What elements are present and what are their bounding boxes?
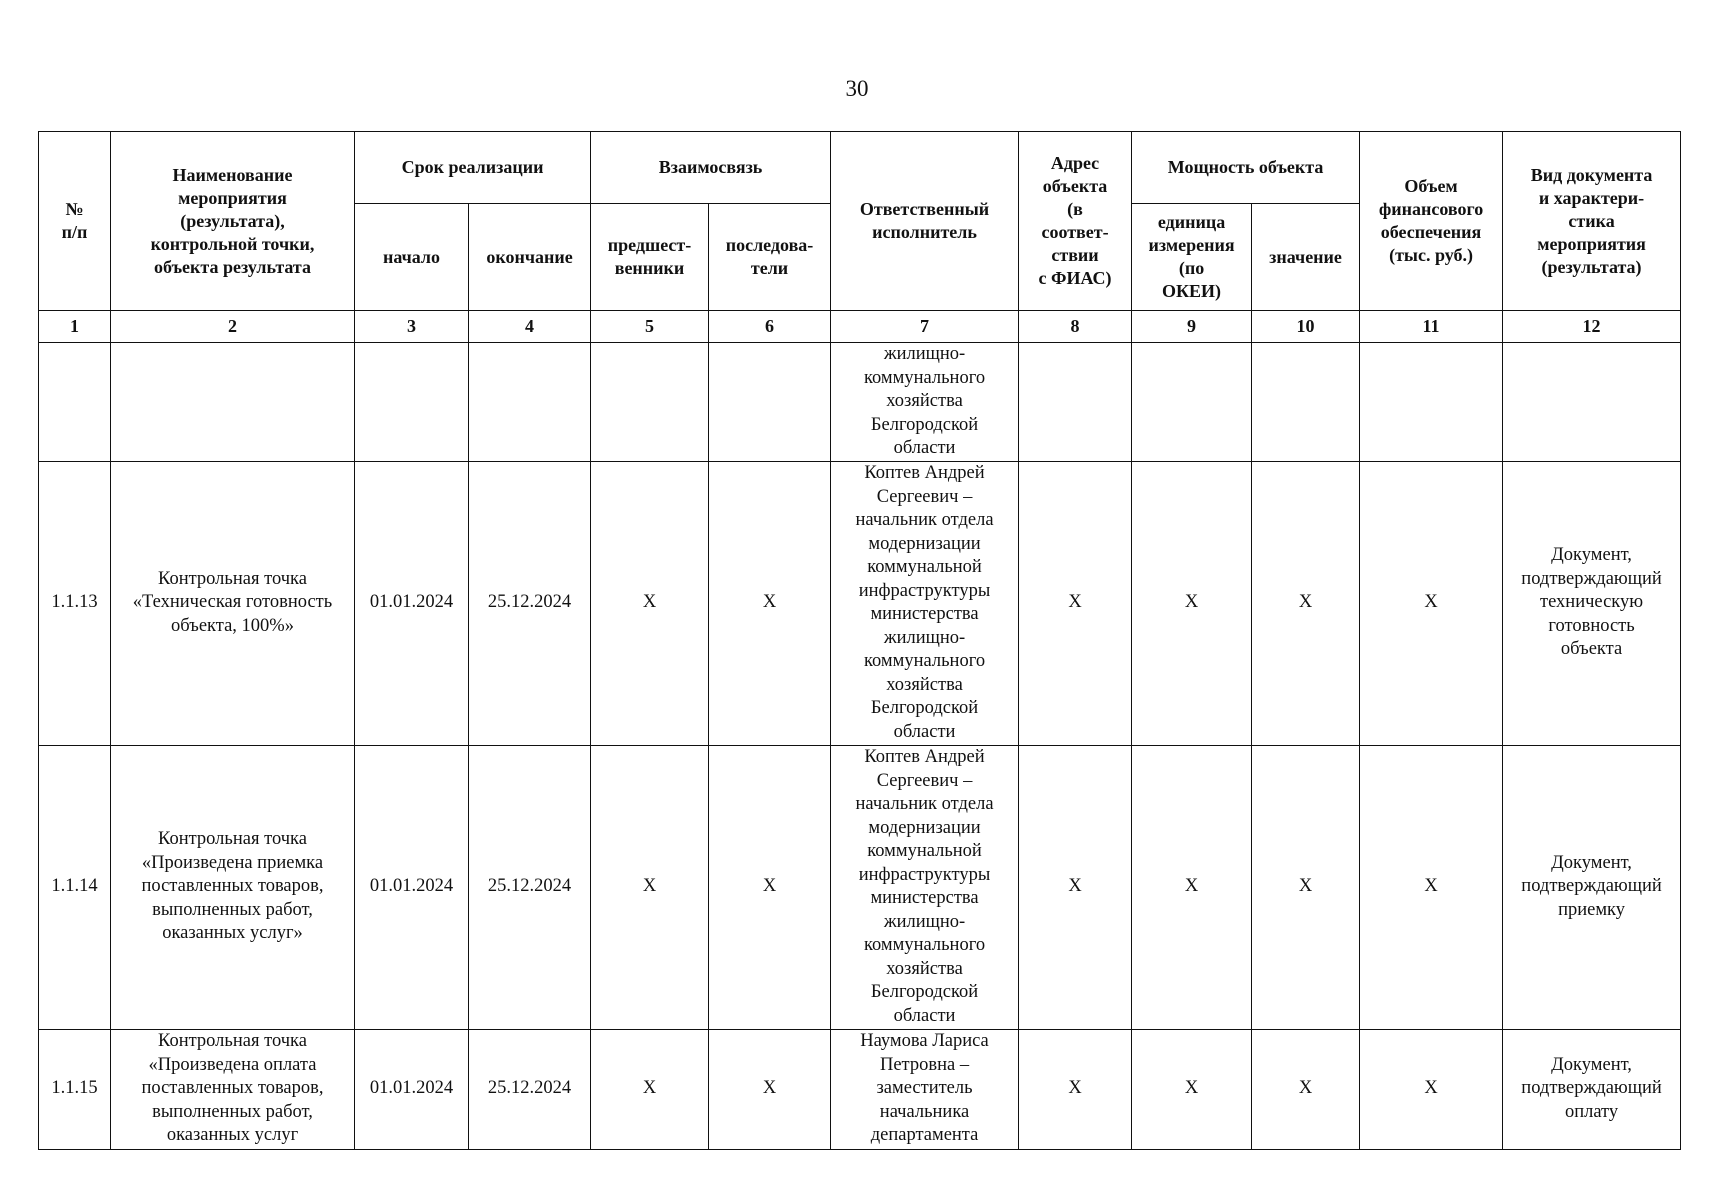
header-doc: Вид документа и характери- стика мероприятия (результата) [1503,132,1681,311]
header-unit: единица измерения (по ОКЕИ) [1132,204,1252,311]
cell-finance: X [1360,745,1503,1029]
cell-address: X [1019,461,1132,745]
cell-doc: Документ, подтверждающий оплату [1503,1029,1681,1149]
cell-doc [1503,343,1681,462]
cell-responsible: жилищно- коммунального хозяйства Белгородской области [831,343,1019,462]
cell-value: X [1252,461,1360,745]
cell-end: 25.12.2024 [469,461,591,745]
cell-name: Контрольная точка «Техническая готовность объекта, 100%» [111,461,355,745]
cell-start: 01.01.2024 [355,461,469,745]
cell-unit: X [1132,1029,1252,1149]
cell-unit: X [1132,745,1252,1029]
cell-name: Контрольная точка «Произведена оплата поставленных товаров, выполненных работ, оказанных услуг [111,1029,355,1149]
cell-start: 01.01.2024 [355,1029,469,1149]
cell-responsible: Наумова Лариса Петровна – заместитель начальника департамента [831,1029,1019,1149]
cell-name: Контрольная точка «Произведена приемка поставленных товаров, выполненных работ, оказанных услуг» [111,745,355,1029]
column-number: 10 [1252,311,1360,343]
cell-pred: X [591,745,709,1029]
column-number: 4 [469,311,591,343]
column-number: 3 [355,311,469,343]
header-start: начало [355,204,469,311]
column-number: 11 [1360,311,1503,343]
cell-pred: X [591,1029,709,1149]
table-row [39,343,1681,462]
cell-unit [1132,343,1252,462]
table-row [39,745,1681,1029]
cell-finance [1360,343,1503,462]
header-finance: Объем финансового обеспечения (тыс. руб.) [1360,132,1503,311]
cell-succ: X [709,745,831,1029]
cell-num: 1.1.13 [39,461,111,745]
cell-pred: X [591,461,709,745]
cell-succ: X [709,1029,831,1149]
column-number: 5 [591,311,709,343]
cell-num: 1.1.15 [39,1029,111,1149]
cell-responsible: Коптев Андрей Сергеевич – начальник отдела модернизации коммунальной инфраструктуры министерства жилищно- коммунального хозяйства Белгородской области [831,461,1019,745]
cell-end: 25.12.2024 [469,1029,591,1149]
cell-finance: X [1360,461,1503,745]
cell-address: X [1019,1029,1132,1149]
cell-succ [709,343,831,462]
cell-responsible: Коптев Андрей Сергеевич – начальник отдела модернизации коммунальной инфраструктуры министерства жилищно- коммунального хозяйства Белгородской области [831,745,1019,1029]
header-pred: предшест- венники [591,204,709,311]
cell-num [39,343,111,462]
header-value: значение [1252,204,1360,311]
column-number-row [39,311,1681,343]
cell-name [111,343,355,462]
cell-num: 1.1.14 [39,745,111,1029]
cell-value: X [1252,1029,1360,1149]
header-term: Срок реализации [355,132,591,204]
cell-finance: X [1360,1029,1503,1149]
page-number: 30 [845,76,869,101]
cell-value [1252,343,1360,462]
header-capacity: Мощность объекта [1132,132,1360,204]
column-number: 9 [1132,311,1252,343]
header-responsible: Ответственный исполнитель [831,132,1019,311]
cell-start: 01.01.2024 [355,745,469,1029]
cell-address: X [1019,745,1132,1029]
cell-end [469,343,591,462]
header-address: Адрес объекта (в соответ- ствии с ФИАС) [1019,132,1132,311]
column-number: 1 [39,311,111,343]
cell-unit: X [1132,461,1252,745]
table-row [39,461,1681,745]
header-name: Наименование мероприятия (результата), контрольной точки, объекта результата [111,132,355,311]
cell-pred [591,343,709,462]
header-num: № п/п [39,132,111,311]
column-number: 7 [831,311,1019,343]
column-number: 8 [1019,311,1132,343]
cell-address [1019,343,1132,462]
header-succ: последова- тели [709,204,831,311]
cell-doc: Документ, подтверждающий приемку [1503,745,1681,1029]
cell-succ: X [709,461,831,745]
header-end: окончание [469,204,591,311]
column-number: 2 [111,311,355,343]
table-row [39,1029,1681,1149]
cell-value: X [1252,745,1360,1029]
activity-table [38,131,1681,1150]
header-relation: Взаимосвязь [591,132,831,204]
cell-end: 25.12.2024 [469,745,591,1029]
column-number: 12 [1503,311,1681,343]
cell-doc: Документ, подтверждающий техническую готовность объекта [1503,461,1681,745]
cell-start [355,343,469,462]
column-number: 6 [709,311,831,343]
